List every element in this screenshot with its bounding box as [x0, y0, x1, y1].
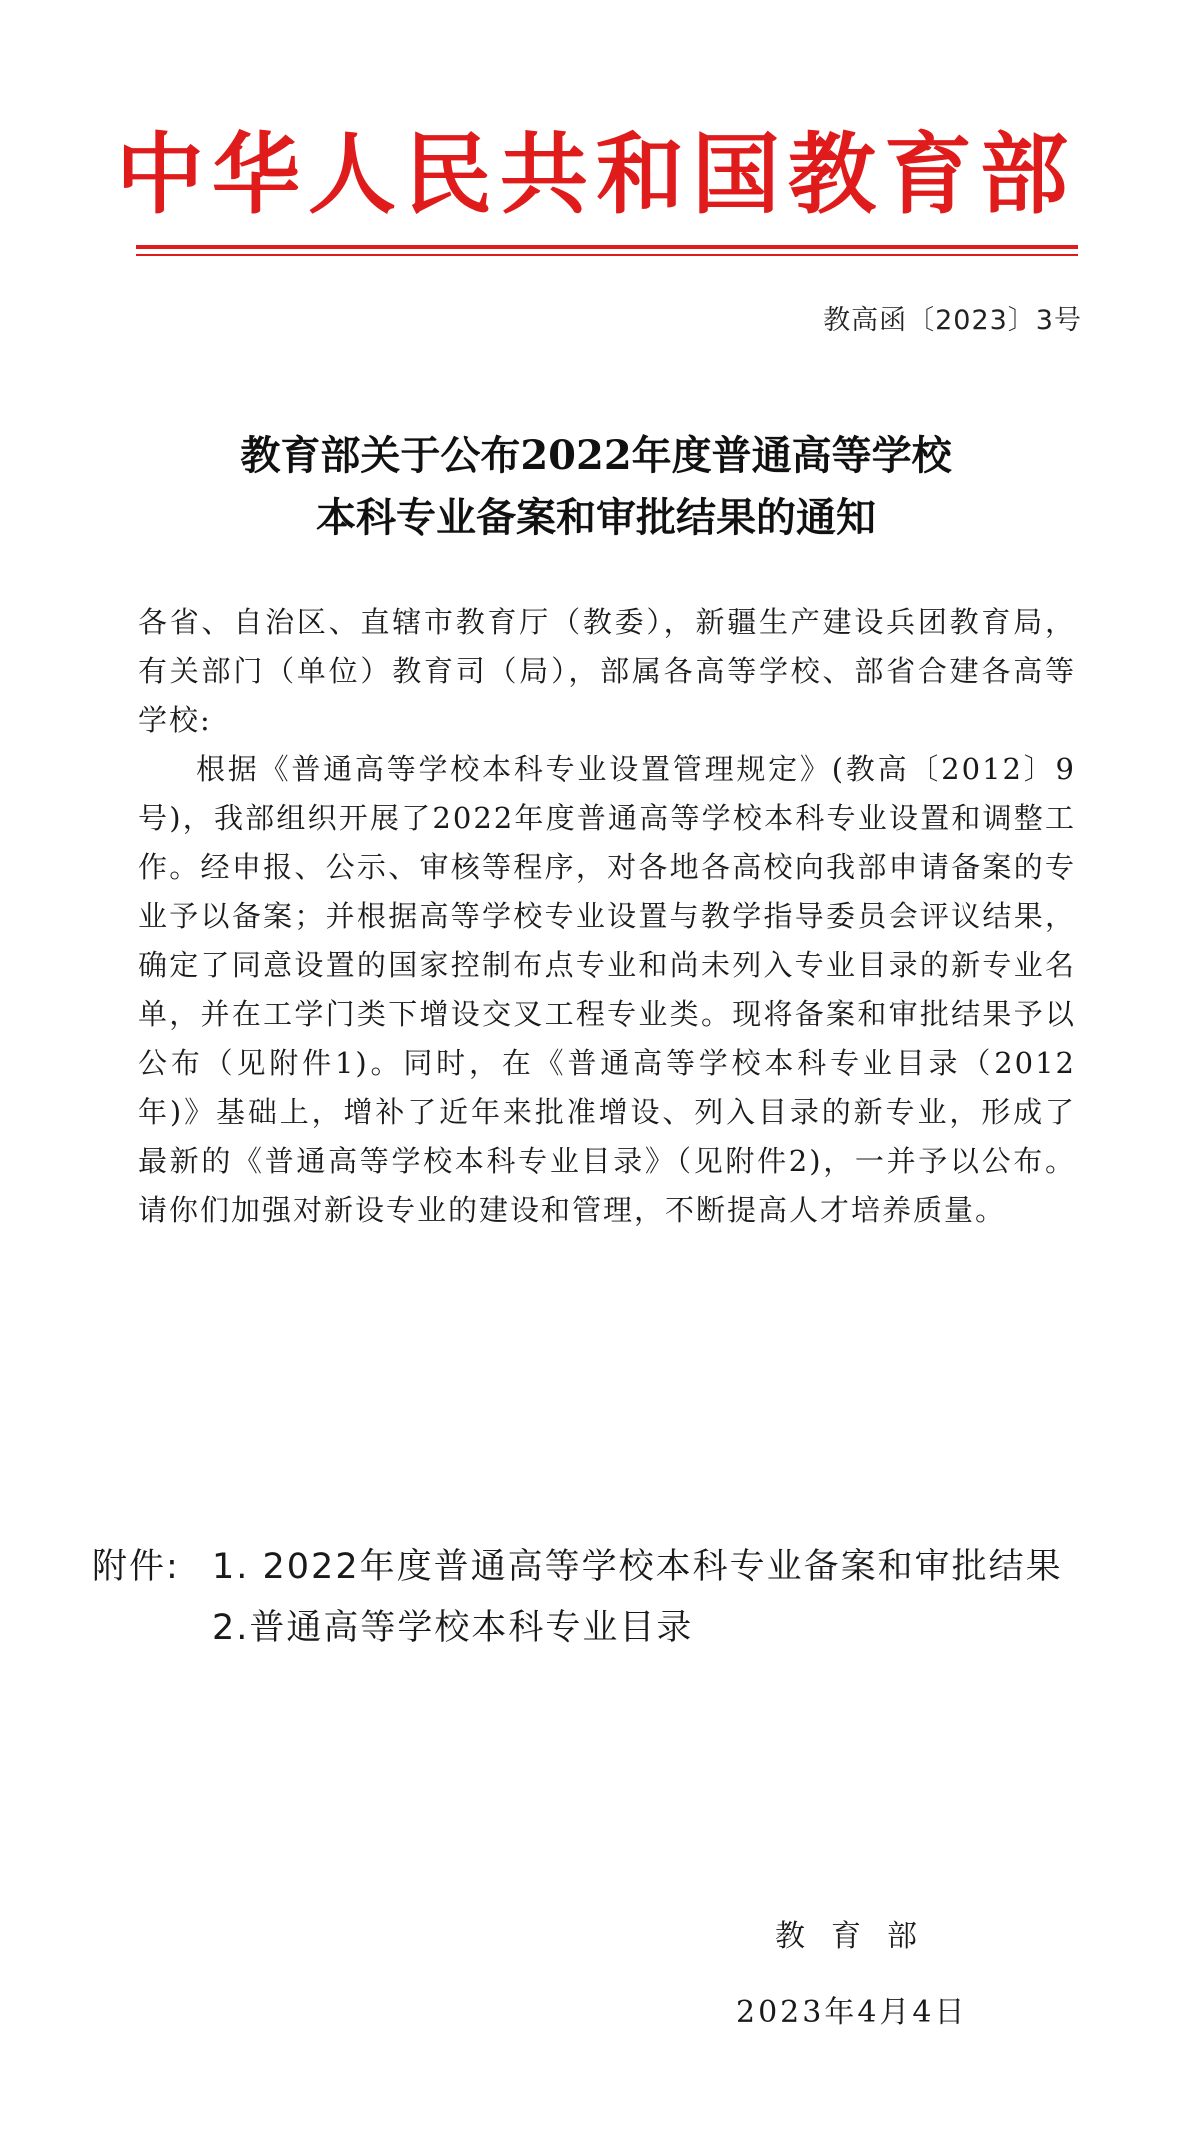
issue-date: 2023年4月4日 — [736, 1995, 968, 2030]
masthead-title: 中华人民共和国教育部 — [115, 122, 1076, 226]
attachment-item-1: 1. 2022年度普通高等学校本科专业备案和审批结果 — [212, 1547, 1063, 1587]
attachments-label: 附件: — [92, 1547, 180, 1587]
notice-title-line-1: 教育部关于公布2022年度普通高等学校 — [240, 432, 952, 479]
document-number: 教高函〔2023〕3号 — [823, 305, 1082, 336]
masthead-rule-thick — [136, 245, 1078, 249]
issuer-signature: 教育部 — [775, 1919, 943, 1954]
notice-title-line-2: 本科专业备案和审批结果的通知 — [316, 494, 876, 541]
attachment-item-2: 2.普通高等学校本科专业目录 — [212, 1608, 694, 1648]
main-paragraph: 根据《普通高等学校本科专业设置管理规定》(教高〔2012〕9号)，我部组织开展了2022年度普通高等学校本科专业设置和调整工作。经申报、公示、审核等程序，对各地各高校向我部申请备案的专业予以备案；并根据高等学校专业设置与教学指导委员会评议结果，确定了同意设置的国家控制布点专业和尚未列入专业目录的新专业名单，并在工学门类下增设交叉工程专业类。现将备案和审批结果予以公布（见附件1)。同时，在《普通高等学校本科专业目录（2012年)》基础上，增补了近年来批准增设、列入目录的新专业，形成了最新的《普通高等学校本科专业目录》（见附件2)，一并予以公布。请你们加强对新设专业的建设和管理，不断提高人才培养质量。 — [138, 752, 1076, 1227]
notice-body — [138, 598, 1076, 1235]
notice-title — [0, 425, 1192, 549]
attachment-row — [92, 1537, 1063, 1598]
masthead-rule-thin — [136, 254, 1078, 256]
attachments-section — [92, 1537, 1063, 1659]
attachment-row — [92, 1598, 1063, 1659]
addressees: 各省、自治区、直辖市教育厅（教委），新疆生产建设兵团教育局，有关部门（单位）教育司（局），部属各高等学校、部省合建各高等学校: — [138, 605, 1076, 737]
